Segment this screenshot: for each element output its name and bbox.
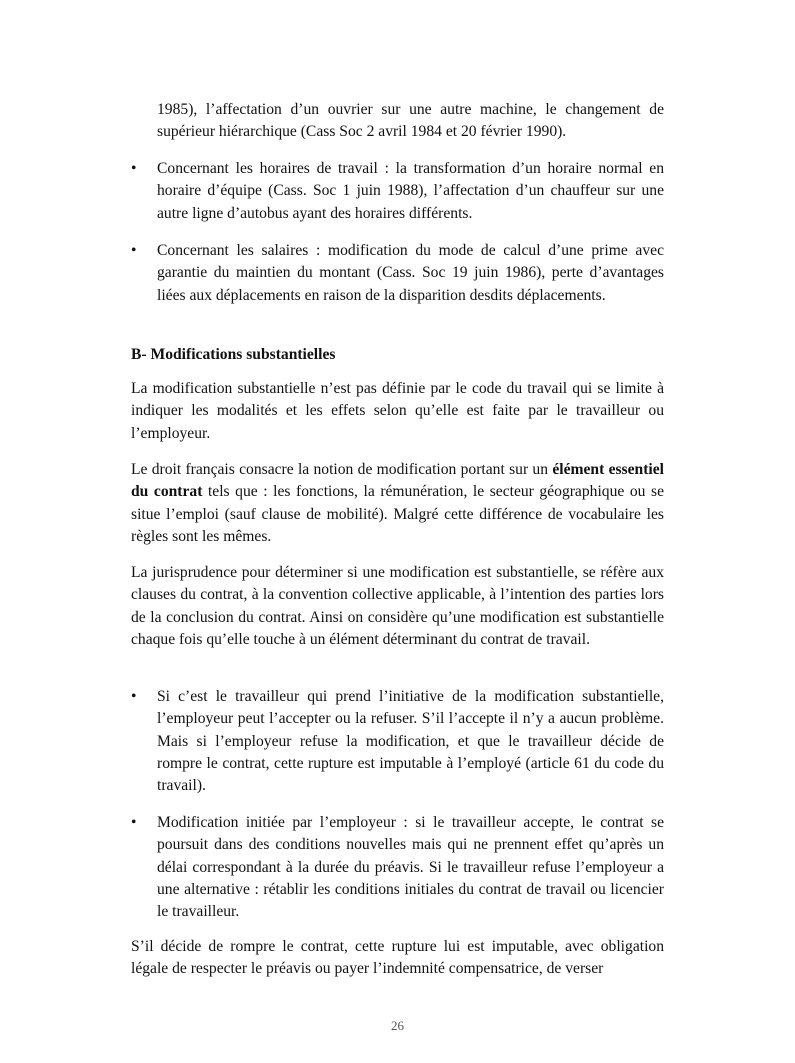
bullet-icon: • xyxy=(131,814,137,831)
continuation-paragraph: 1985), l’affectation d’un ouvrier sur une autre machine, le changement de supérieur hiérarchique (Cass Soc 2 avril 1984 et 20 février 1990). xyxy=(157,101,664,141)
paragraph-text: tels que : les fonctions, la rémunération, le secteur géographique ou se situe l’emploi (sauf clause de mobilité). Malgré cette différence de vocabulaire les règles sont les mêmes. xyxy=(131,483,664,545)
list-item xyxy=(131,158,664,225)
paragraph: S’il décide de rompre le contrat, cette rupture lui est imputable, avec obligation légale de respecter le préavis ou payer l’indemnité compensatrice, de verser xyxy=(131,938,664,978)
paragraph xyxy=(131,459,664,548)
paragraph-text: Le droit français consacre la notion de modification portant sur un xyxy=(131,461,553,478)
paragraph: La modification substantielle n’est pas définie par le code du travail qui se limite à indiquer les modalités et les effets selon qu’elle est faite par le travailleur ou l’employeur. xyxy=(131,380,664,442)
list-item-text: Modification initiée par l’employeur : si le travailleur accepte, le contrat se poursuit dans des conditions nouvelles mais qui ne prennent effet qu’après un délai correspondant à la durée du préavis. Si le travailleur refuse l’employeur a une alternative : rétablir les conditions initiales du contrat de travail ou licencier le travailleur. xyxy=(157,814,664,921)
page-number: 26 xyxy=(391,1018,404,1033)
list-item-text: Concernant les salaires : modification du mode de calcul d’une prime avec garantie du maintien du montant (Cass. Soc 19 juin 1986), perte d’avantages liées aux déplacements en raison de la disparition desdits déplacements. xyxy=(157,242,664,304)
list-item xyxy=(131,812,664,923)
list-item xyxy=(131,686,664,797)
paragraph: La jurisprudence pour déterminer si une modification est substantielle, se réfère aux clauses du contrat, à la convention collective applicable, à l’intention des parties lors de la conclusion du contrat. Ainsi on considère qu’une modification est substantielle chaque fois qu’elle touche à un élément déterminant du contrat de travail. xyxy=(131,564,664,648)
bullet-icon: • xyxy=(131,688,137,705)
list-item-text: Si c’est le travailleur qui prend l’initiative de la modification substantielle, l’employeur peut l’accepter ou la refuser. S’il l’accepte il n’y a aucun problème. Mais si l’employeur refuse la modification, et que le travailleur décide de rompre le contrat, cette rupture est imputable à l’employé (article 61 du code du travail). xyxy=(157,688,664,795)
list-item-text: Concernant les horaires de travail : la transformation d’un horaire normal en horaire d’équipe (Cass. Soc 1 juin 1988), l’affectation d’un chauffeur sur une autre ligne d’autobus ayant des horaires différents. xyxy=(157,160,664,222)
section-heading: B- Modifications substantielles xyxy=(131,346,336,363)
emphasis-text: élément essentiel du contrat xyxy=(131,461,665,501)
list-item xyxy=(131,240,664,307)
bullet-icon: • xyxy=(131,160,137,177)
bullet-icon: • xyxy=(131,242,137,259)
